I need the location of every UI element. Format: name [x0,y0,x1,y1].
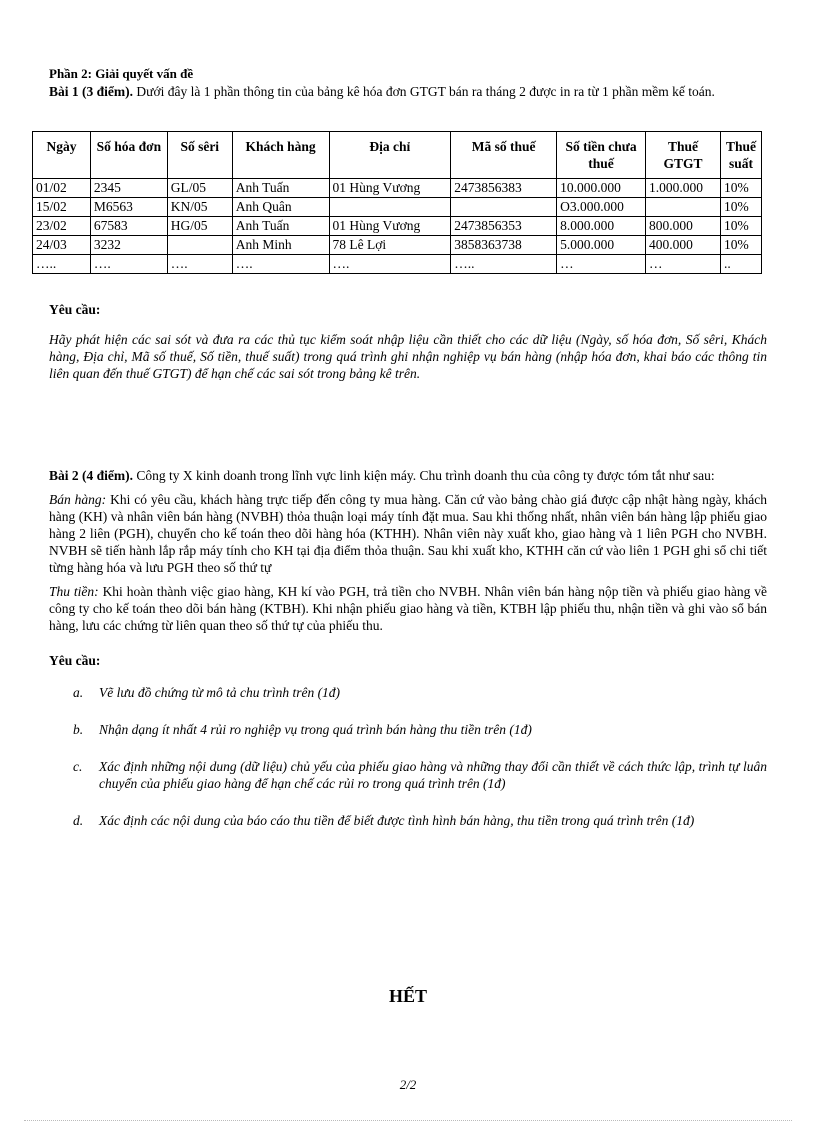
table-cell: 10% [720,217,761,236]
requirement-marker: d. [73,813,84,828]
table-cell: HG/05 [167,217,232,236]
bai1-label: Bài 1 (3 điểm). [49,84,133,99]
table-row [33,255,762,274]
table-header-row [33,132,762,179]
table-cell: 78 Lê Lợi [329,236,451,255]
table-cell: Anh Minh [232,236,329,255]
table-cell: 3232 [90,236,167,255]
table-cell: 400.000 [646,236,721,255]
table-cell: 01 Hùng Vương [329,217,451,236]
bai2-intro [49,467,767,484]
table-row [33,198,762,217]
bai1-yeu-cau-label: Yêu cầu: [49,302,101,317]
bai1-requirement [49,301,767,382]
table-cell: 01 Hùng Vương [329,179,451,198]
table-cell: ….. [33,255,91,274]
table-cell: 23/02 [33,217,91,236]
table-body [33,179,762,274]
table-cell: Anh Tuấn [232,179,329,198]
requirement-item [49,758,767,792]
table-cell: 10% [720,198,761,217]
table-cell: … [557,255,646,274]
table-cell: 10% [720,236,761,255]
thu-tien-paragraph [49,583,767,634]
bai2-yeu-cau-label: Yêu cầu: [49,653,101,668]
table-cell: .. [720,255,761,274]
table-cell: M6563 [90,198,167,217]
table-cell: …. [329,255,451,274]
requirement-item [49,812,767,829]
part-title: Phần 2: Giải quyết vấn đề [49,66,194,81]
table-cell: 24/03 [33,236,91,255]
table-cell: …. [167,255,232,274]
table-header-cell: Địa chỉ [329,132,451,179]
thu-tien-text: Khi hoàn thành việc giao hàng, KH kí vào PGH, trả tiền cho NVBH. Nhân viên bán hàng nộp tiền và phiếu giao hàng về công ty cho kế toán theo dõi bán hàng (KTBH). Khi nhận phiếu giao hàng và tiền, KTBH lập phiếu thu, nhận tiền và ghi vào sổ bán hàng, lưu các chứng từ liên quan theo số thứ tự của phiếu thu. [49,584,768,633]
bai1-intro [49,83,767,100]
table-cell: 8.000.000 [557,217,646,236]
table-cell: Anh Tuấn [232,217,329,236]
table-row [33,179,762,198]
table-cell: 5.000.000 [557,236,646,255]
table-header-cell: Số sêri [167,132,232,179]
ban-hang-text: Khi có yêu cầu, khách hàng trực tiếp đến công ty mua hàng. Căn cứ vào bảng chào giá được cập nhật hàng ngày, khách hàng (KH) và nhân viên bán hàng (NVBH) thỏa thuận loại máy tính đặt mua. Sau khi thống nhất, nhân viên bán hàng lập phiếu giao hàng 2 liên (PGH), chuyển cho kế toán theo dõi hàng hóa (KTHH). Nhân viên này xuất kho, giao hàng và 1 liên PGH cho NVBH. NVBH sẽ tiến hành lắp rắp máy tính cho KH tại địa điểm thỏa thuận. Sau khi xuất kho, KTHH căn cứ vào liên 1 PGH ghi sổ chi tiết từng hàng hóa và lưu PGH theo số thứ tự [49,492,768,575]
table-cell [167,236,232,255]
table-cell: ….. [451,255,557,274]
table-cell [329,198,451,217]
requirement-text: Vẽ lưu đồ chứng từ mô tả chu trình trên (1đ) [99,685,341,700]
requirement-marker: b. [73,722,84,737]
table-cell: 01/02 [33,179,91,198]
table-cell: GL/05 [167,179,232,198]
page-bottom-divider [24,1120,792,1121]
table-cell: 67583 [90,217,167,236]
bai2-intro-text: Công ty X kinh doanh trong lĩnh vực linh kiện máy. Chu trình doanh thu của công ty được tóm tắt như sau: [136,468,715,483]
table-header-cell: Khách hàng [232,132,329,179]
table-cell: 15/02 [33,198,91,217]
ban-hang-paragraph [49,491,767,576]
table-cell: KN/05 [167,198,232,217]
requirement-text: Xác định những nội dung (dữ liệu) chủ yếu của phiếu giao hàng và những thay đổi cần thiết về cách thức lập, trình tự luân chuyển của phiếu giao hàng để hạn chế các rủi ro trong quá trình trên (1đ) [99,759,767,791]
bai1-intro-text: Dưới đây là 1 phần thông tin của bảng kê hóa đơn GTGT bán ra tháng 2 được in ra từ 1 phần mềm kế toán. [136,84,715,99]
table-cell: … [646,255,721,274]
table-header-cell: Mã số thuế [451,132,557,179]
bai1-yeu-cau-text: Hãy phát hiện các sai sót và đưa ra các thủ tục kiểm soát nhập liệu cần thiết cho các dữ liệu (Ngày, số hóa đơn, Số sêri, Khách hàng, Địa chỉ, Mã số thuế, Số tiền, thuế suất) trong quá trình ghi nhận nghiệp vụ bán hàng (nhập hóa đơn, khai báo các thông tin liên quan đến thuế GTGT) để hạn chế các sai sót trong bảng kê trên. [49,332,767,381]
requirement-item [49,684,767,701]
requirement-text: Nhận dạng ít nhất 4 rủi ro nghiệp vụ trong quá trình bán hàng thu tiền trên (1đ) [99,722,532,737]
table-row [33,236,762,255]
table-header-cell: Số tiền chưa thuế [557,132,646,179]
requirement-text: Xác định các nội dung của báo cáo thu tiền để biết được tình hình bán hàng, thu tiền trong quá trình trên (1đ) [99,813,695,828]
bai2-section [49,467,767,829]
table-header-cell: Thuế suất [720,132,761,179]
requirement-item [49,721,767,738]
table-cell: …. [90,255,167,274]
invoice-table [32,131,762,274]
table-cell: 2345 [90,179,167,198]
table-cell [646,198,721,217]
table-cell: O3.000.000 [557,198,646,217]
requirement-marker: c. [73,759,83,774]
table-cell: …. [232,255,329,274]
table-cell: 10% [720,179,761,198]
table-cell: 800.000 [646,217,721,236]
table-cell: 1.000.000 [646,179,721,198]
ban-hang-label: Bán hàng: [49,492,107,507]
table-cell: 2473856353 [451,217,557,236]
table-cell: 10.000.000 [557,179,646,198]
requirement-marker: a. [73,685,84,700]
table-cell [451,198,557,217]
requirements-list [49,684,767,829]
page-number: 2/2 [399,1077,417,1092]
bai2-label: Bài 2 (4 điểm). [49,468,133,483]
table-header-cell: Số hóa đơn [90,132,167,179]
document-body [49,66,767,100]
table-header-cell: Ngày [33,132,91,179]
thu-tien-label: Thu tiền: [49,584,99,599]
table-cell: Anh Quân [232,198,329,217]
table-row [33,217,762,236]
table-header-cell: Thuế GTGT [646,132,721,179]
table-cell: 3858363738 [451,236,557,255]
end-marker: HẾT [388,986,427,1006]
table-cell: 2473856383 [451,179,557,198]
